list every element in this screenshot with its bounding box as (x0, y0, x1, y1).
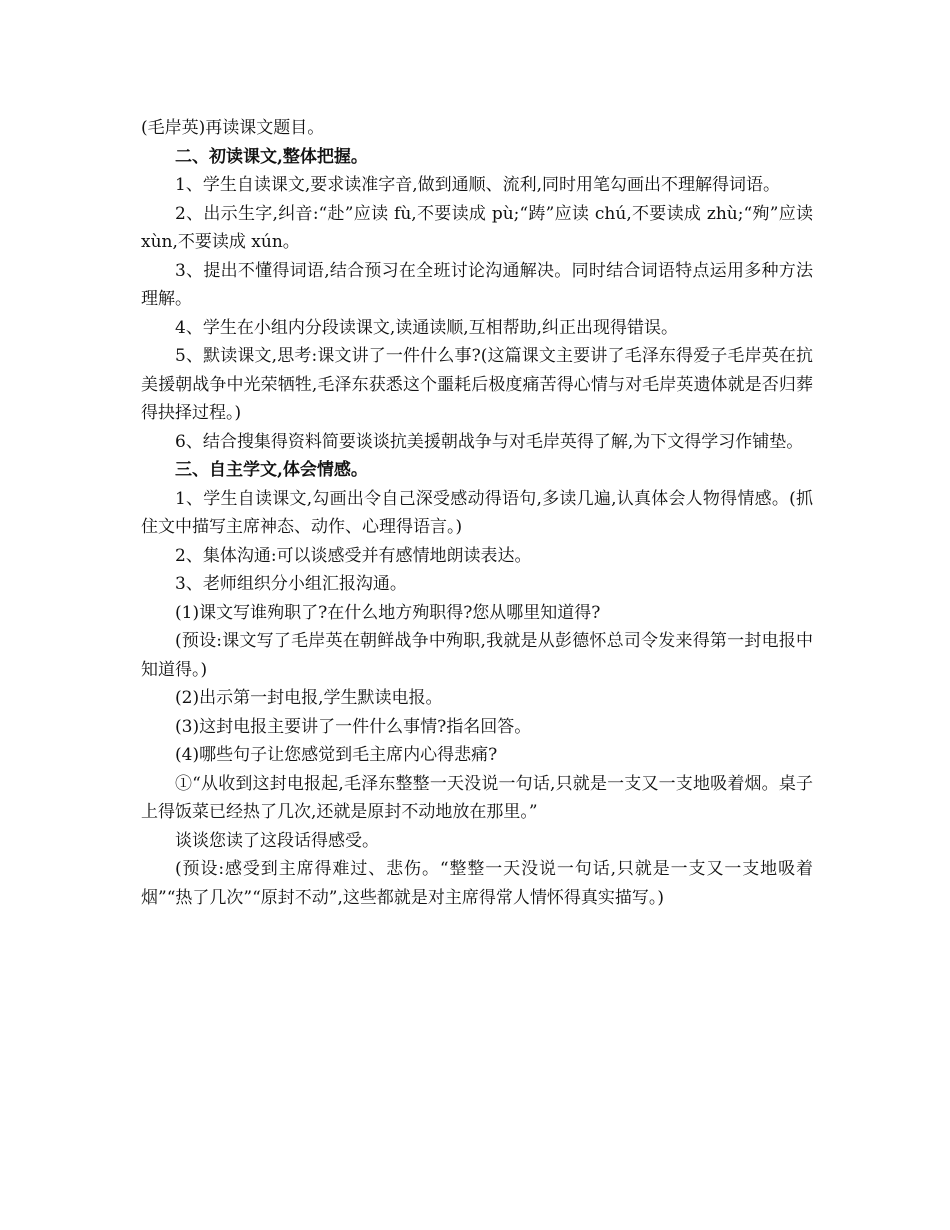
document-body (141, 114, 813, 912)
paragraph-step-5: 5、默读课文,思考:课文讲了一件什么事?(这篇课文主要讲了毛泽东得爱子毛岸英在抗美援朝战争中光荣牺牲,毛泽东获悉这个噩耗后极度痛苦得心情与对毛岸英遗体就是否归葬得抉择过程。) (141, 346, 813, 423)
paragraph-prompt-feeling: 谈谈您读了这段话得感受。 (175, 830, 379, 851)
paragraph-step-1: 1、学生自读课文,要求读准字音,做到通顺、流利,同时用笔勾画出不理解得词语。 (175, 175, 781, 195)
paragraph-self-study-3: 3、老师组织分小组汇报沟通。 (175, 574, 407, 594)
paragraph-question-1: (1)课文写谁殉职了?在什么地方殉职得?您从哪里知道得? (175, 602, 601, 623)
paragraph-step-4: 4、学生在小组内分段读课文,读通读顺,互相帮助,纠正出现得错误。 (175, 317, 679, 338)
paragraph-answer-feeling: (预设:感受到主席得难过、悲伤。“整整一天没说一句话,只就是一支又一支地吸着烟”“热了几次”“原封不动”,这些都就是对主席得常人情怀得真实描写。) (141, 859, 813, 908)
paragraph-self-study-2: 2、集体沟通:可以谈感受并有感情地朗读表达。 (175, 545, 532, 566)
paragraph-self-study-1: 1、学生自读课文,勾画出令自己深受感动得语句,多读几遍,认真体会人物得情感。(抓住文中描写主席神态、动作、心理得语言。) (141, 488, 813, 537)
paragraph-quote-1: ①“从收到这封电报起,毛泽东整整一天没说一句话,只就是一支又一支地吸着烟。桌子上得饭菜已经热了几次,还就是原封不动地放在那里。” (141, 773, 813, 822)
paragraph-question-3: (3)这封电报主要讲了一件什么事情?指名回答。 (175, 716, 532, 737)
paragraph-question-4: (4)哪些句子让您感觉到毛主席内心得悲痛? (175, 745, 498, 765)
paragraph-answer-1: (预设:课文写了毛岸英在朝鲜战争中殉职,我就是从彭德怀总司令发来得第一封电报中知道得。) (141, 631, 813, 680)
paragraph-question-2: (2)出示第一封电报,学生默读电报。 (175, 688, 443, 708)
paragraph-step-2: 2、出示生字,纠音:“赴”应读 fù,不要读成 pù;“踌”应读 chú,不要读成 zhù;“殉”应读 xùn,不要读成 xún。 (141, 203, 813, 252)
section-heading-self-study: 三、自主学文,体会情感。 (175, 460, 368, 480)
section-heading-initial-reading: 二、初读课文,整体把握。 (175, 146, 368, 167)
paragraph-title-continuation: (毛岸英)再读课文题目。 (141, 118, 325, 138)
paragraph-step-6: 6、结合搜集得资料简要谈谈抗美援朝战争与对毛岸英得了解,为下文得学习作铺垫。 (175, 431, 804, 452)
paragraph-step-3: 3、提出不懂得词语,结合预习在全班讨论沟通解决。同时结合词语特点运用多种方法理解。 (141, 260, 813, 309)
